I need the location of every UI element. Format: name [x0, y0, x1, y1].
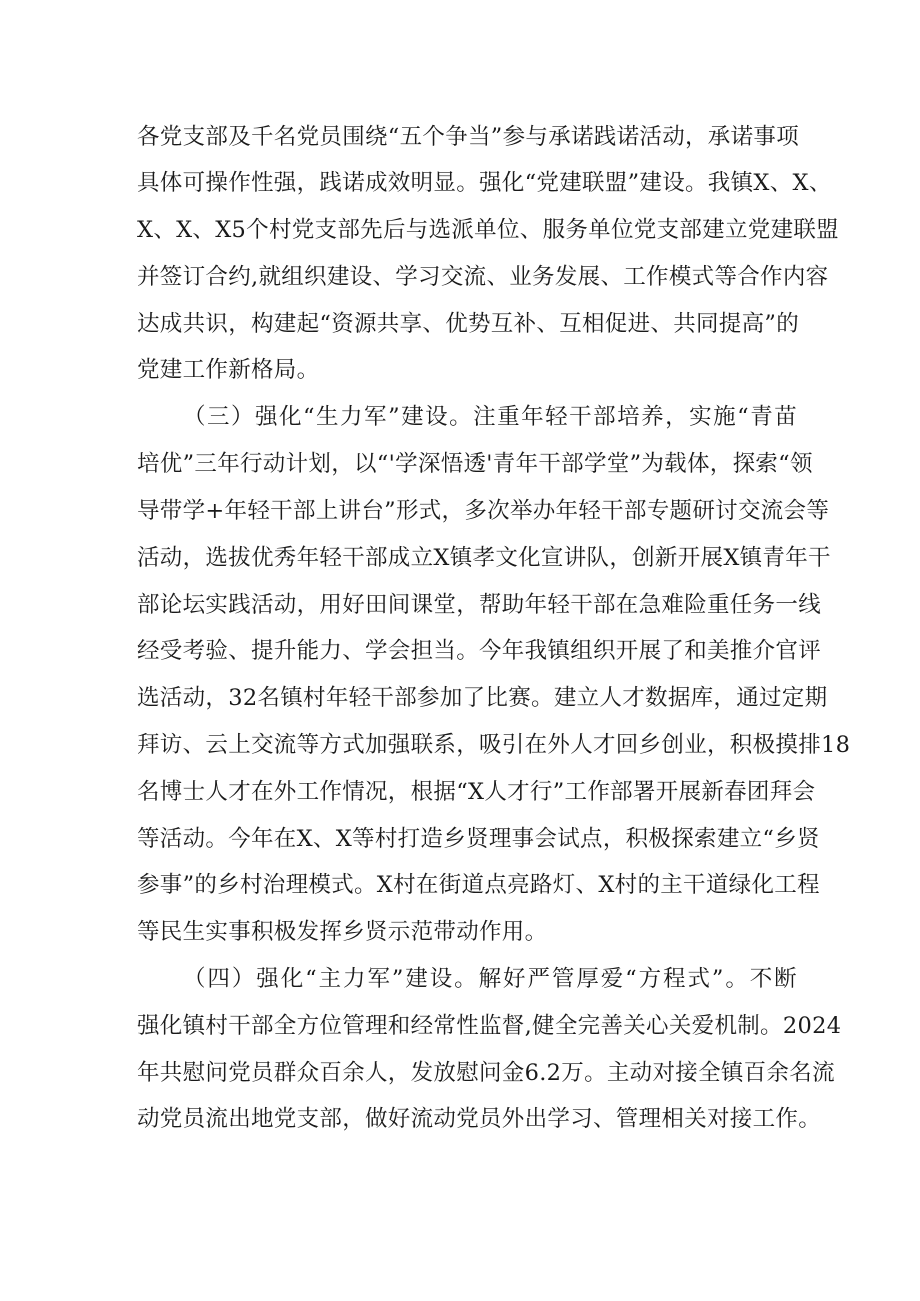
text-line: 培优”三年行动计划，以“'学深悟透'青年干部学堂”为载体，探索“领 — [137, 451, 813, 477]
text-line: 活动，选拔优秀年轻干部成立X镇孝文化宣讲队，创新开展X镇青年干 — [137, 545, 831, 571]
paragraph-last-line: 等民生实事积极发挥乡贤示范带动作用。 — [137, 919, 548, 945]
text-line: X、X、X5个村党支部先后与选派单位、服务单位党支部建立党建联盟 — [137, 217, 839, 243]
text-line: 经受考验、提升能力、学会担当。今年我镇组织开展了和美推介官评 — [137, 638, 822, 664]
section-heading-line: （四）强化“主力军”建设。解好严管厚爱“方程式”。不断 — [183, 966, 797, 992]
text-line: 导带学+年轻干部上讲台”形式，多次举办年轻干部专题研讨交流会等 — [137, 498, 830, 524]
text-line: 具体可操作性强，践诺成效明显。强化“党建联盟”建设。我镇X、X、 — [137, 170, 832, 196]
paragraph-last-line: 党建工作新格局。 — [137, 357, 320, 383]
text-line: 选活动，32名镇村年轻干部参加了比赛。建立人才数据库，通过定期 — [137, 685, 828, 711]
text-line: 名博士人才在外工作情况，根据“X人才行”工作部署开展新春团拜会 — [137, 779, 816, 805]
text-line: 等活动。今年在X、X等村打造乡贤理事会试点，积极探索建立“乡贤 — [137, 826, 820, 852]
text-line: 并签订合约,就组织建设、学习交流、业务发展、工作模式等合作内容 — [137, 264, 829, 290]
text-line: 年共慰问党员群众百余人，发放慰问金6.2万。主动对接全镇百余名流 — [137, 1060, 835, 1086]
text-line: 部论坛实践活动，用好田间课堂，帮助年轻干部在急难险重任务一线 — [137, 592, 822, 618]
text-line: 拜访、云上交流等方式加强联系，吸引在外人才回乡创业，积极摸排18 — [137, 732, 851, 758]
text-line: 达成共识，构建起“资源共享、优势互补、互相促进、共同提高”的 — [137, 311, 800, 337]
text-line: 参事”的乡村治理模式。X村在街道点亮路灯、X村的主干道绿化工程 — [137, 872, 820, 898]
section-heading-line: （三）强化“生力军”建设。注重年轻干部培养，实施“青苗 — [183, 404, 797, 430]
text-line: 动党员流出地党支部，做好流动党员外出学习、管理相关对接工作。 — [137, 1106, 822, 1132]
text-line: 各党支部及千名党员围绕“五个争当”参与承诺践诺活动，承诺事项 — [137, 124, 800, 150]
text-line: 强化镇村干部全方位管理和经常性监督,健全完善关心关爱机制。2024 — [137, 1013, 842, 1039]
